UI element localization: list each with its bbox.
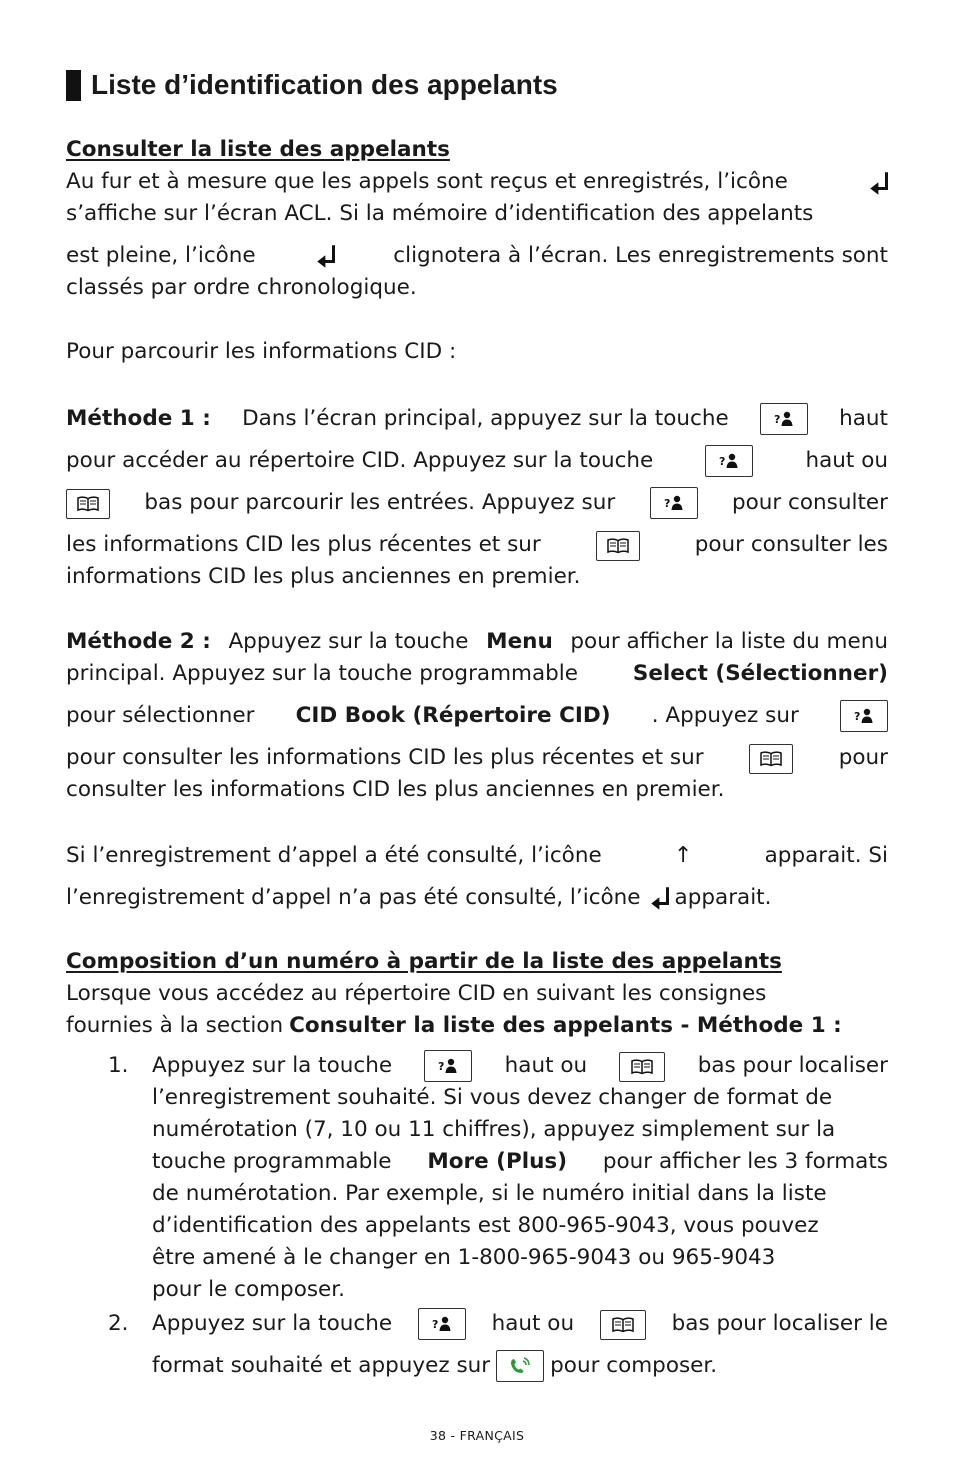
phonebook-key-icon xyxy=(596,531,640,561)
phonebook-key-icon xyxy=(600,1310,646,1340)
paragraph-line: haut ou xyxy=(504,1053,588,1078)
caller-id-key-icon xyxy=(840,700,888,732)
page-title xyxy=(66,66,558,104)
paragraph-line: Dans l’écran principal, appuyez sur la touche xyxy=(242,406,729,431)
paragraph-line: l’enregistrement d’appel n’a pas été consulté, l’icône xyxy=(66,885,641,910)
phonebook-key-icon xyxy=(749,744,793,774)
page-title-text: Liste d’identification des appelants xyxy=(91,69,558,100)
method-label: Méthode 1 : xyxy=(66,406,211,431)
list-item-1 xyxy=(108,1040,888,1306)
phonebook-key-icon xyxy=(619,1052,665,1082)
list-number: 2. xyxy=(108,1311,129,1336)
paragraph-line: pour accéder au répertoire CID. Appuyez sur la touche xyxy=(66,448,654,473)
paragraph-line: Lorsque vous accédez au répertoire CID en suivant les consignes xyxy=(66,981,767,1006)
paragraph-line: pour consulter xyxy=(731,490,888,515)
paragraph-line: bas pour localiser le xyxy=(671,1311,888,1336)
paragraph-line: touche programmable xyxy=(152,1149,392,1174)
more-key-label: More (Plus) xyxy=(427,1149,568,1174)
paragraph-line: classés par ordre chronologique. xyxy=(66,275,417,300)
caller-id-key-icon xyxy=(760,403,808,435)
paragraph-line: Appuyez sur la touche xyxy=(152,1053,393,1078)
section-consulter xyxy=(66,134,888,368)
paragraph-line: apparait. Si xyxy=(764,843,888,868)
paragraph-line: haut xyxy=(839,406,888,431)
paragraph-line: s’affiche sur l’écran ACL. Si la mémoire d’identification des appelants xyxy=(66,201,814,226)
paragraph-line: apparait. xyxy=(674,885,772,910)
paragraph-line: pour consulter les informations CID les plus récentes et sur xyxy=(66,745,704,770)
section-reference: Consulter la liste des appelants - Méthode 1 : xyxy=(289,1013,842,1038)
title-bar-marker xyxy=(66,70,81,101)
paragraph-line: fournies à la section xyxy=(66,1013,284,1038)
paragraph-line: Pour parcourir les informations CID : xyxy=(66,339,457,364)
paragraph-line: est pleine, l’icône xyxy=(66,243,256,268)
section-composition xyxy=(66,946,888,1042)
paragraph-line: informations CID les plus anciennes en premier. xyxy=(66,564,581,589)
paragraph-line: Au fur et à mesure que les appels sont reçus et enregistrés, l’icône xyxy=(66,169,788,194)
paragraph-line: . Appuyez sur xyxy=(651,703,799,728)
section-heading-composition: Composition d’un numéro à partir de la liste des appelants xyxy=(66,949,782,974)
return-arrow-icon xyxy=(647,880,669,914)
paragraph-line: consulter les informations CID les plus anciennes en premier. xyxy=(66,777,725,802)
list-number: 1. xyxy=(108,1053,129,1078)
paragraph-line: haut ou xyxy=(491,1311,575,1336)
caller-id-key-icon xyxy=(650,487,698,519)
paragraph-line: les informations CID les plus récentes et sur xyxy=(66,532,541,557)
method-label: Méthode 2 : xyxy=(66,629,211,654)
paragraph-line: être amené à le changer en 1-800-965-9043 ou 965-9043 xyxy=(152,1245,776,1270)
talk-key-icon xyxy=(496,1350,544,1382)
return-arrow-icon xyxy=(866,168,888,198)
paragraph-line: format souhaité et appuyez sur xyxy=(152,1353,491,1378)
method-2 xyxy=(66,626,888,806)
paragraph-line: principal. Appuyez sur la touche programmable xyxy=(66,661,578,686)
cid-book-label: CID Book (Répertoire CID) xyxy=(295,703,611,728)
paragraph-line: pour xyxy=(838,745,888,770)
paragraph-line: clignotera à l’écran. Les enregistrements sont xyxy=(393,243,888,268)
return-arrow-icon xyxy=(313,238,335,272)
status-paragraph xyxy=(66,840,888,914)
paragraph-line: Si l’enregistrement d’appel a été consulté, l’icône xyxy=(66,843,602,868)
up-arrow-icon: ↑ xyxy=(673,843,693,868)
paragraph-line: bas pour localiser xyxy=(697,1053,888,1078)
paragraph-line: pour afficher les 3 formats xyxy=(602,1149,888,1174)
paragraph-line: d’identification des appelants est 800-965-9043, vous pouvez xyxy=(152,1213,819,1238)
paragraph-line: numérotation (7, 10 ou 11 chiffres), appuyez simplement sur la xyxy=(152,1117,836,1142)
paragraph-line: pour sélectionner xyxy=(66,703,255,728)
section-heading-consulter: Consulter la liste des appelants xyxy=(66,137,450,162)
phonebook-key-icon xyxy=(66,489,110,519)
menu-key-label: Menu xyxy=(486,629,553,654)
paragraph-line: pour composer. xyxy=(550,1353,718,1378)
paragraph-line: de numérotation. Par exemple, si le numéro initial dans la liste xyxy=(152,1181,827,1206)
paragraph-line: l’enregistrement souhaité. Si vous devez changer de format de xyxy=(152,1085,833,1110)
select-key-label: Select (Sélectionner) xyxy=(632,661,888,686)
paragraph-line: bas pour parcourir les entrées. Appuyez sur xyxy=(144,490,616,515)
paragraph-line: pour afficher la liste du menu xyxy=(570,629,888,654)
list-item-2 xyxy=(108,1304,888,1382)
paragraph-line: pour consulter les xyxy=(694,532,888,557)
method-1 xyxy=(66,393,888,593)
paragraph-line: pour le composer. xyxy=(152,1277,345,1302)
caller-id-key-icon xyxy=(418,1308,466,1340)
caller-id-key-icon xyxy=(705,445,753,477)
paragraph-line: Appuyez sur la touche xyxy=(228,629,469,654)
page-footer: 38 - FRANÇAIS xyxy=(429,1428,525,1443)
caller-id-key-icon xyxy=(424,1050,472,1082)
paragraph-line: haut ou xyxy=(805,448,888,473)
paragraph-line: Appuyez sur la touche xyxy=(152,1311,393,1336)
